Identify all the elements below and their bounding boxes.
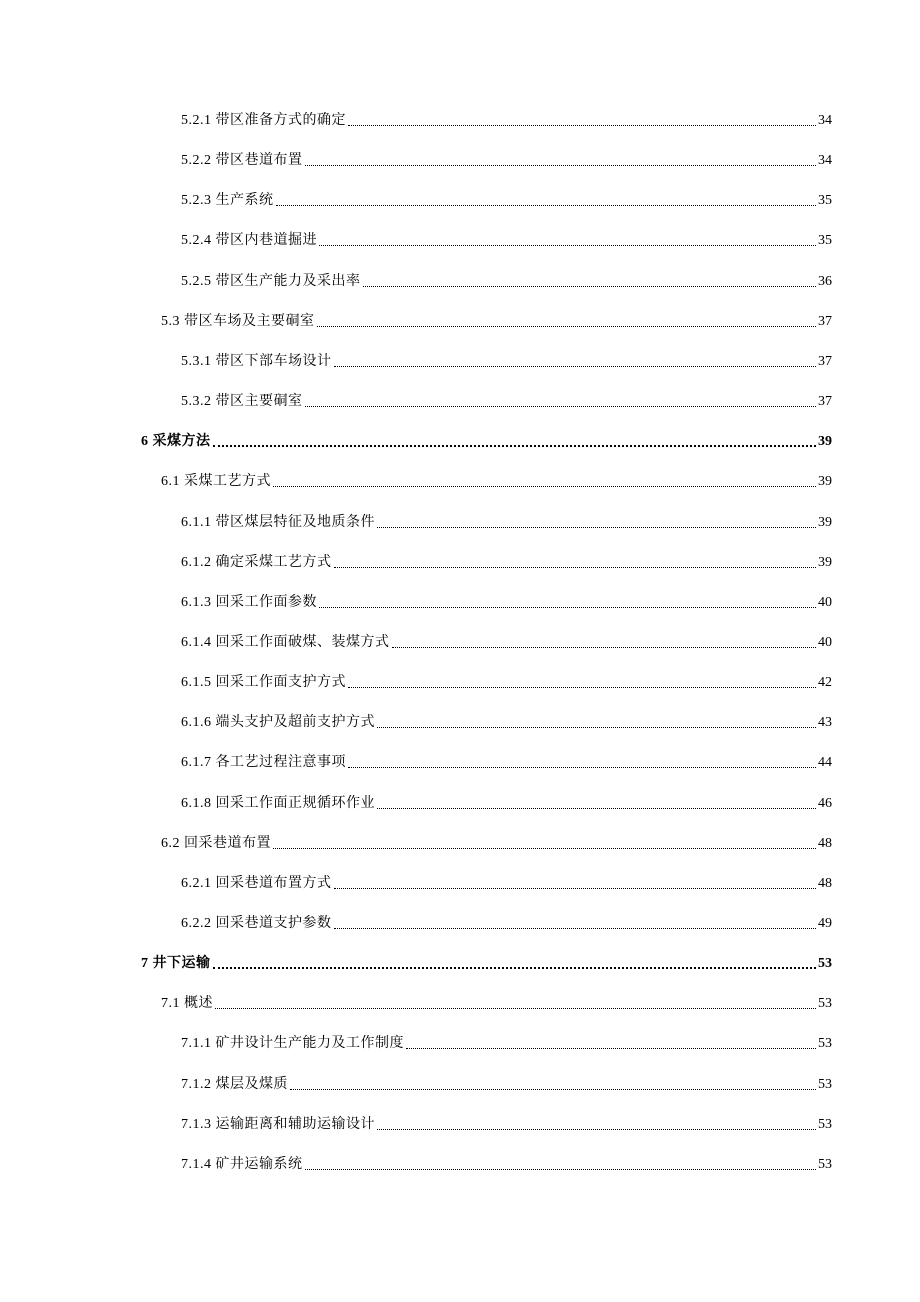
toc-entry-page-number: 43: [818, 715, 832, 730]
toc-entry-page-number: 48: [818, 876, 832, 891]
toc-entry-page-number: 39: [818, 555, 832, 570]
toc-entry-page-number: 40: [818, 595, 832, 610]
toc-dot-leader: [334, 887, 817, 889]
toc-entry-label: 6.2.1 回采巷道布置方式: [181, 876, 332, 891]
toc-entry-page-number: 34: [818, 113, 832, 128]
toc-dot-leader: [213, 444, 817, 447]
toc-entry-label: 6.2.2 回采巷道支护参数: [181, 916, 332, 931]
toc-entry[interactable]: [181, 912, 832, 934]
toc-entry-label: 6.1 采煤工艺方式: [161, 474, 271, 489]
toc-entry[interactable]: [181, 1153, 832, 1175]
toc-entry[interactable]: [181, 270, 832, 292]
toc-entry[interactable]: [181, 792, 832, 814]
toc-entry-label: 7.1.1 矿井设计生产能力及工作制度: [181, 1036, 404, 1051]
toc-entry-label: 6.1.2 确定采煤工艺方式: [181, 555, 332, 570]
toc-entry-label: 5.3.2 带区主要硐室: [181, 394, 303, 409]
toc-entry[interactable]: [181, 350, 832, 372]
toc-entry-page-number: 53: [818, 1157, 832, 1172]
toc-dot-leader: [377, 1128, 816, 1130]
toc-dot-leader: [305, 164, 817, 166]
toc-dot-leader: [317, 325, 817, 327]
toc-entry[interactable]: [181, 872, 832, 894]
toc-entry[interactable]: [181, 551, 832, 573]
toc-dot-leader: [348, 686, 816, 688]
toc-entry-page-number: 39: [818, 515, 832, 530]
toc-entry-page-number: 53: [818, 1117, 832, 1132]
toc-entry[interactable]: [161, 310, 832, 332]
toc-entry-label: 5.2.1 带区准备方式的确定: [181, 113, 346, 128]
toc-entry-page-number: 37: [818, 354, 832, 369]
toc-entry-page-number: 37: [818, 314, 832, 329]
toc-entry-label: 6.1.8 回采工作面正规循环作业: [181, 796, 375, 811]
toc-dot-leader: [348, 766, 816, 768]
toc-entry[interactable]: [181, 229, 832, 251]
toc-dot-leader: [276, 204, 817, 206]
toc-entry[interactable]: [181, 591, 832, 613]
toc-dot-leader: [290, 1088, 816, 1090]
toc-entry-label: 5.2.4 带区内巷道掘进: [181, 233, 317, 248]
toc-entry-label: 6.2 回采巷道布置: [161, 836, 271, 851]
toc-entry[interactable]: [181, 751, 832, 773]
toc-dot-leader: [348, 124, 816, 126]
toc-entry-page-number: 53: [818, 996, 832, 1011]
toc-entry[interactable]: [181, 109, 832, 131]
toc-entry[interactable]: [181, 1073, 832, 1095]
toc-entry-page-number: 37: [818, 394, 832, 409]
toc-entry-page-number: 53: [818, 1036, 832, 1051]
toc-entry[interactable]: [181, 390, 832, 412]
toc-entry-label: 6.1.5 回采工作面支护方式: [181, 675, 346, 690]
toc-entry-label: 5.2.3 生产系统: [181, 193, 274, 208]
toc-dot-leader: [213, 966, 817, 969]
toc-entry[interactable]: [181, 1032, 832, 1054]
toc-dot-leader: [305, 405, 817, 407]
toc-dot-leader: [334, 566, 817, 568]
toc-entry-label: 5.2.5 带区生产能力及采出率: [181, 274, 361, 289]
toc-dot-leader: [377, 807, 816, 809]
toc-dot-leader: [319, 244, 816, 246]
toc-entry-label: 7.1 概述: [161, 996, 213, 1011]
toc-dot-leader: [334, 927, 817, 929]
toc-entry-label: 5.2.2 带区巷道布置: [181, 153, 303, 168]
toc-entry[interactable]: [161, 832, 832, 854]
toc-entry[interactable]: [181, 511, 832, 533]
toc-dot-leader: [406, 1047, 816, 1049]
toc-entry-page-number: 49: [818, 916, 832, 931]
toc-entry-label: 7.1.2 煤层及煤质: [181, 1077, 288, 1092]
toc-entry-page-number: 42: [818, 675, 832, 690]
toc-entry-page-number: 40: [818, 635, 832, 650]
toc-entry-page-number: 39: [818, 474, 832, 489]
toc-entry-label: 6 采煤方法: [141, 434, 211, 449]
toc-entry-label: 6.1.4 回采工作面破煤、装煤方式: [181, 635, 390, 650]
toc-entry-label: 7.1.4 矿井运输系统: [181, 1157, 303, 1172]
toc-entry-page-number: 35: [818, 233, 832, 248]
toc-entry[interactable]: [141, 952, 832, 974]
toc-entry[interactable]: [141, 430, 832, 452]
toc-entry-label: 6.1.7 各工艺过程注意事项: [181, 755, 346, 770]
toc-dot-leader: [334, 365, 817, 367]
toc-entry-page-number: 44: [818, 755, 832, 770]
toc-entry-page-number: 53: [818, 956, 832, 971]
toc-dot-leader: [305, 1168, 817, 1170]
toc-entry[interactable]: [181, 711, 832, 733]
toc-dot-leader: [273, 847, 816, 849]
toc-entry[interactable]: [181, 631, 832, 653]
toc-entry[interactable]: [181, 671, 832, 693]
toc-dot-leader: [215, 1007, 816, 1009]
toc-entry-page-number: 48: [818, 836, 832, 851]
toc-entry-page-number: 39: [818, 434, 832, 449]
toc-entry-page-number: 35: [818, 193, 832, 208]
toc-dot-leader: [319, 606, 816, 608]
toc-entry-page-number: 46: [818, 796, 832, 811]
toc-dot-leader: [363, 285, 817, 287]
toc-entry-label: 5.3.1 带区下部车场设计: [181, 354, 332, 369]
toc-entry[interactable]: [161, 992, 832, 1014]
toc-entry-label: 5.3 带区车场及主要硐室: [161, 314, 315, 329]
toc-dot-leader: [273, 485, 816, 487]
toc-dot-leader: [392, 646, 817, 648]
toc-entry[interactable]: [161, 470, 832, 492]
toc-entry-label: 6.1.1 带区煤层特征及地质条件: [181, 515, 375, 530]
toc-entry[interactable]: [181, 1113, 832, 1135]
toc-entry-label: 6.1.3 回采工作面参数: [181, 595, 317, 610]
toc-entry[interactable]: [181, 149, 832, 171]
toc-dot-leader: [377, 526, 816, 528]
toc-entry-page-number: 34: [818, 153, 832, 168]
toc-entry-page-number: 53: [818, 1077, 832, 1092]
toc-dot-leader: [377, 726, 816, 728]
toc-entry-label: 7.1.3 运输距离和辅助运输设计: [181, 1117, 375, 1132]
toc-entry-label: 6.1.6 端头支护及超前支护方式: [181, 715, 375, 730]
toc-entry[interactable]: [181, 189, 832, 211]
toc-entry-label: 7 井下运输: [141, 956, 211, 971]
toc-entry-page-number: 36: [818, 274, 832, 289]
